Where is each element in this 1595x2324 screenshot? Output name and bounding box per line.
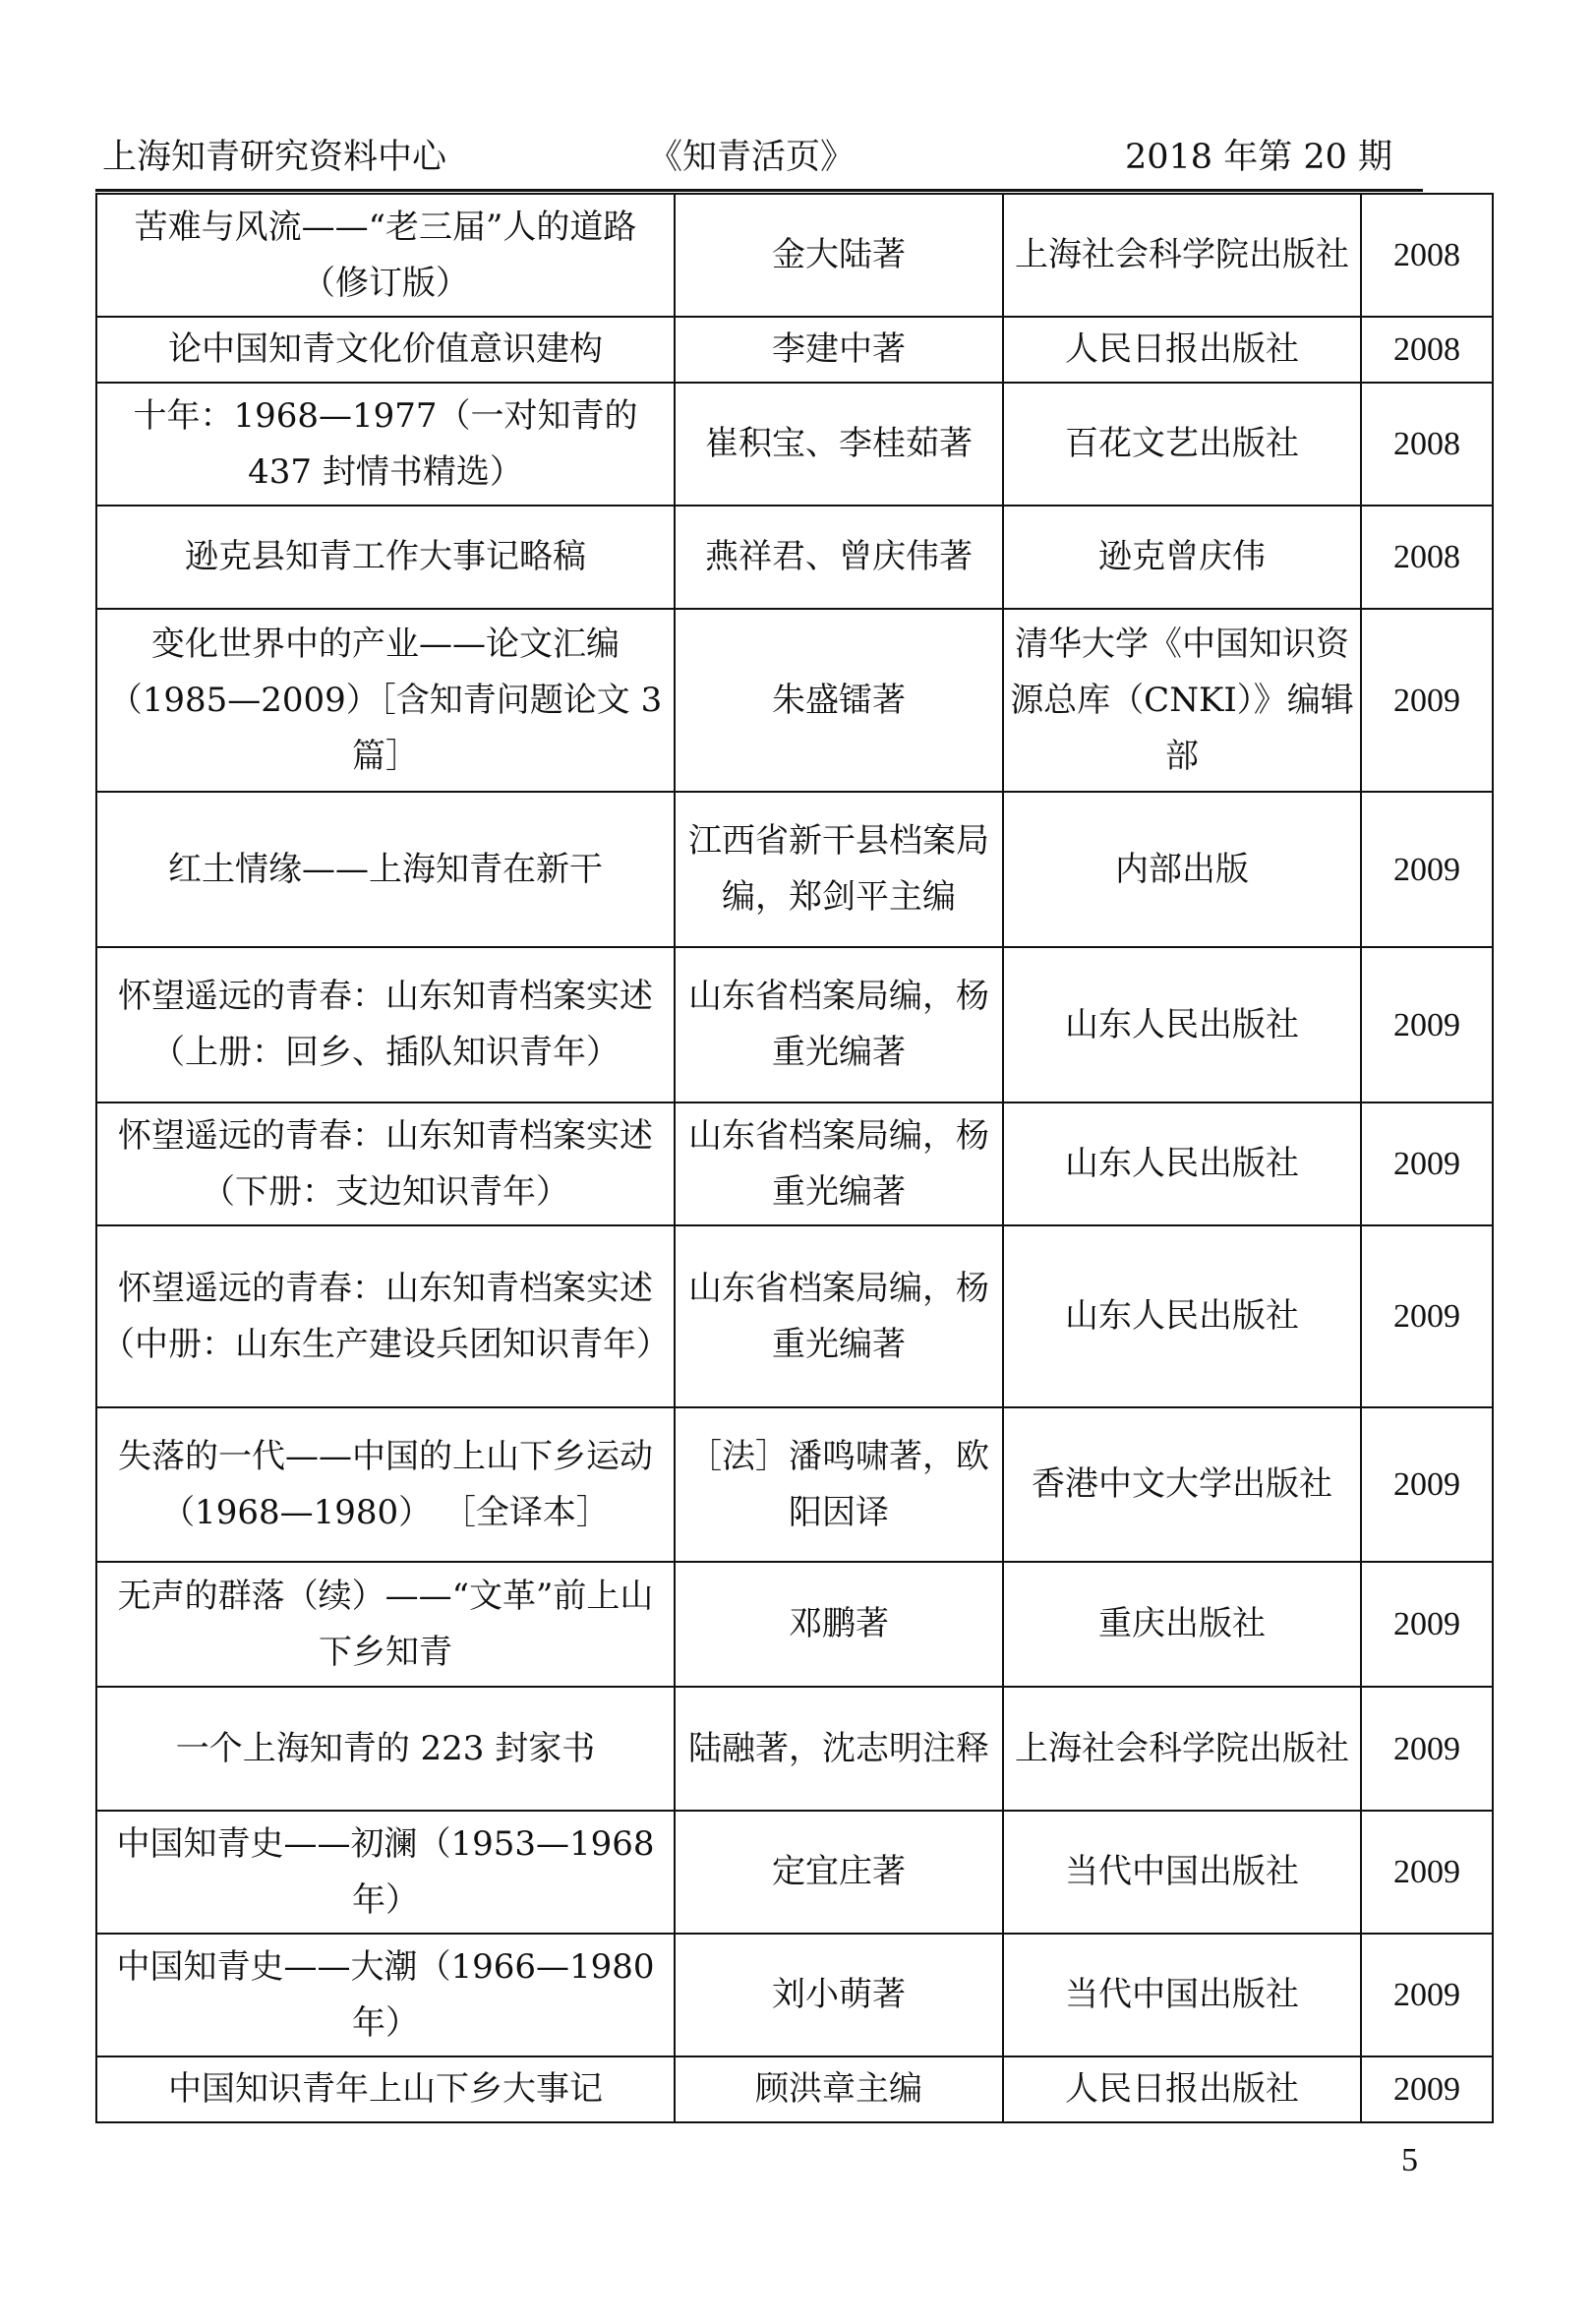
book-publisher: 人民日报出版社 <box>1003 2056 1361 2122</box>
book-year: 2009 <box>1361 1934 1493 2056</box>
book-author: 崔积宝、李桂茹著 <box>675 383 1003 506</box>
book-publisher: 山东人民出版社 <box>1003 947 1361 1102</box>
book-title: 中国知青史——初澜（1953—1968 年） <box>96 1811 675 1934</box>
book-author: ［法］潘鸣啸著，欧阳因译 <box>675 1407 1003 1562</box>
book-year: 2009 <box>1361 1102 1493 1225</box>
book-year: 2008 <box>1361 383 1493 506</box>
table-row <box>96 1102 1493 1225</box>
book-author: 金大陆著 <box>675 194 1003 317</box>
book-year: 2009 <box>1361 1811 1493 1934</box>
book-author: 顾洪章主编 <box>675 2056 1003 2122</box>
book-title: 中国知识青年上山下乡大事记 <box>96 2056 675 2122</box>
book-year: 2009 <box>1361 1225 1493 1407</box>
book-publisher: 重庆出版社 <box>1003 1562 1361 1687</box>
book-author: 山东省档案局编，杨重光编著 <box>675 947 1003 1102</box>
book-publisher: 人民日报出版社 <box>1003 317 1361 383</box>
book-title: 苦难与风流——“老三届”人的道路（修订版） <box>96 194 675 317</box>
book-author: 山东省档案局编，杨重光编著 <box>675 1102 1003 1225</box>
book-table <box>95 193 1494 2123</box>
book-title: 红土情缘——上海知青在新干 <box>96 792 675 947</box>
header-issue: 2018 年第 20 期 <box>1125 138 1392 177</box>
table-row <box>96 1934 1493 2056</box>
book-year: 2009 <box>1361 1562 1493 1687</box>
book-year: 2009 <box>1361 792 1493 947</box>
book-author: 邓鹏著 <box>675 1562 1003 1687</box>
book-title: 十年：1968—1977（一对知青的 437 封情书精选） <box>96 383 675 506</box>
book-year: 2008 <box>1361 194 1493 317</box>
header-publication: 《知青活页》 <box>648 138 856 177</box>
table-row <box>96 1562 1493 1687</box>
book-publisher: 上海社会科学院出版社 <box>1003 1687 1361 1811</box>
book-author: 山东省档案局编，杨重光编著 <box>675 1225 1003 1407</box>
book-author: 刘小萌著 <box>675 1934 1003 2056</box>
table-row <box>96 317 1493 383</box>
table-row <box>96 947 1493 1102</box>
book-publisher: 山东人民出版社 <box>1003 1102 1361 1225</box>
book-title: 中国知青史——大潮（1966—1980 年） <box>96 1934 675 2056</box>
book-year: 2009 <box>1361 1687 1493 1811</box>
book-title: 失落的一代——中国的上山下乡运动（1968—1980） ［全译本］ <box>96 1407 675 1562</box>
table-row <box>96 609 1493 792</box>
book-year: 2009 <box>1361 1407 1493 1562</box>
table-row <box>96 506 1493 609</box>
book-publisher: 香港中文大学出版社 <box>1003 1407 1361 1562</box>
book-publisher: 清华大学《中国知识资源总库（CNKI）》编辑部 <box>1003 609 1361 792</box>
table-row <box>96 1811 1493 1934</box>
book-title: 变化世界中的产业——论文汇编（1985—2009）［含知青问题论文 3 篇］ <box>96 609 675 792</box>
table-row <box>96 1687 1493 1811</box>
table-row <box>96 2056 1493 2122</box>
book-year: 2008 <box>1361 506 1493 609</box>
book-year: 2009 <box>1361 947 1493 1102</box>
header-rule <box>95 189 1423 192</box>
book-author: 江西省新干县档案局编，郑剑平主编 <box>675 792 1003 947</box>
book-author: 燕祥君、曾庆伟著 <box>675 506 1003 609</box>
page-number: 5 <box>1401 2142 1418 2178</box>
table-row <box>96 1407 1493 1562</box>
book-author: 朱盛镭著 <box>675 609 1003 792</box>
table-row <box>96 383 1493 506</box>
book-author: 李建中著 <box>675 317 1003 383</box>
table-row <box>96 792 1493 947</box>
book-year: 2009 <box>1361 2056 1493 2122</box>
book-title: 论中国知青文化价值意识建构 <box>96 317 675 383</box>
table-row <box>96 194 1493 317</box>
book-author: 陆融著，沈志明注释 <box>675 1687 1003 1811</box>
book-title: 怀望遥远的青春：山东知青档案实述（上册：回乡、插队知识青年） <box>96 947 675 1102</box>
book-publisher: 逊克曾庆伟 <box>1003 506 1361 609</box>
book-publisher: 上海社会科学院出版社 <box>1003 194 1361 317</box>
page-header <box>102 130 1420 189</box>
book-year: 2009 <box>1361 609 1493 792</box>
book-author: 定宜庄著 <box>675 1811 1003 1934</box>
book-title: 一个上海知青的 223 封家书 <box>96 1687 675 1811</box>
book-title: 逊克县知青工作大事记略稿 <box>96 506 675 609</box>
header-org: 上海知青研究资料中心 <box>102 138 447 177</box>
book-publisher: 内部出版 <box>1003 792 1361 947</box>
book-title: 怀望遥远的青春：山东知青档案实述（中册：山东生产建设兵团知识青年） <box>96 1225 675 1407</box>
book-title: 无声的群落（续）——“文革”前上山下乡知青 <box>96 1562 675 1687</box>
book-title: 怀望遥远的青春：山东知青档案实述（下册：支边知识青年） <box>96 1102 675 1225</box>
table-row <box>96 1225 1493 1407</box>
book-publisher: 当代中国出版社 <box>1003 1811 1361 1934</box>
book-publisher: 当代中国出版社 <box>1003 1934 1361 2056</box>
book-year: 2008 <box>1361 317 1493 383</box>
book-publisher: 百花文艺出版社 <box>1003 383 1361 506</box>
book-publisher: 山东人民出版社 <box>1003 1225 1361 1407</box>
